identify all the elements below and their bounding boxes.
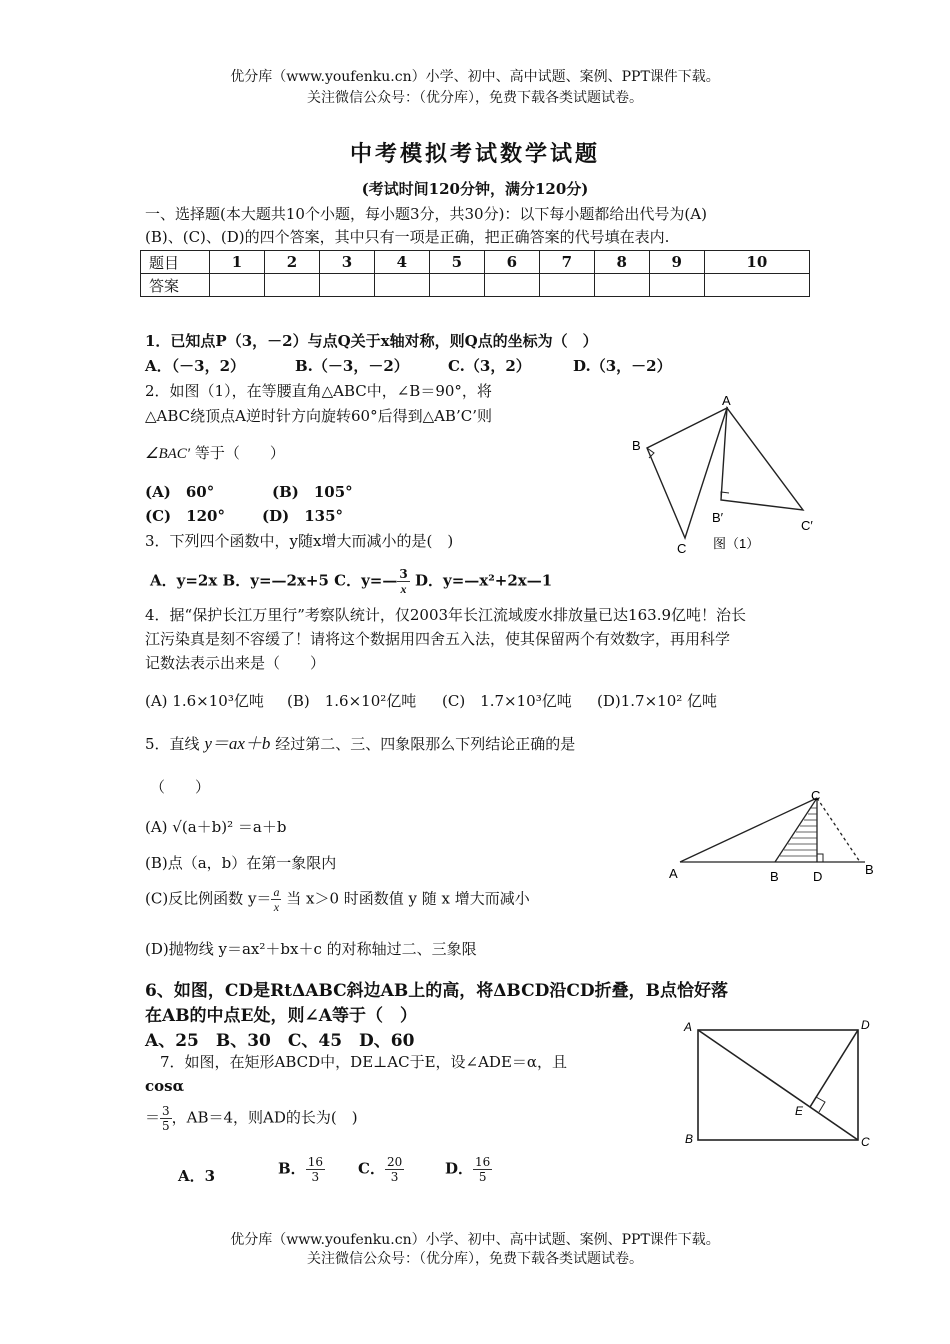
figure-2	[665, 790, 885, 890]
q5-stem-pre: 5．直线	[145, 735, 200, 753]
q7-line-1: 7．如图，在矩形ABCD中，DE⊥AC于E，设∠ADE＝α，且	[160, 1053, 568, 1071]
q5-option-c-pre: (C)反比例函数 y＝	[145, 889, 272, 908]
table-number: 2	[264, 251, 319, 274]
answer-cell[interactable]	[429, 274, 484, 297]
q7-option-d: D．	[445, 1159, 474, 1178]
q4-option-a: (A) 1.6×10³亿吨	[145, 692, 264, 710]
answer-cell[interactable]	[539, 274, 594, 297]
q5-option-c-post: 当 x＞0 时函数值 y 随 x 增大而减小	[286, 889, 530, 908]
q7-option-d-fraction: $\frac{16}{5}$	[475, 1155, 491, 1184]
q7-line-3: ，AB＝4，则AD的长为( )	[171, 1108, 358, 1127]
fig1-label-b-prime: B′	[712, 510, 724, 525]
fig3-label-d: D	[861, 1018, 870, 1032]
q1-option-b: B.（－3，－2）	[295, 357, 409, 375]
q2-option-a: (A) 60°	[145, 483, 215, 501]
q6-line-2: 在AB的中点E处，则∠A等于（ ）	[145, 1006, 417, 1026]
q4-line-3: 记数法表示出来是（ ）	[145, 654, 326, 672]
q2-option-c: (C) 120°	[145, 507, 225, 525]
answer-cell[interactable]	[704, 274, 809, 297]
fig2-hatching	[780, 808, 817, 856]
answer-cell[interactable]	[594, 274, 649, 297]
q4-option-d: (D)1.7×10² 亿吨	[597, 692, 718, 710]
table-number: 9	[649, 251, 704, 274]
header-line-1: 优分库（www.youfenku.cn）小学、初中、高中试题、案例、PPT课件下载。	[230, 69, 720, 85]
fig2-label-b: B	[865, 862, 874, 877]
page-title: 中考模拟考试数学试题	[349, 141, 600, 167]
fig1-label-a: A	[722, 393, 731, 408]
q7-option-b: B．	[278, 1159, 306, 1178]
answer-cell[interactable]	[319, 274, 374, 297]
table-number: 1	[210, 251, 265, 274]
q5-option-b: (B)点（a，b）在第一象限内	[145, 854, 337, 872]
q3-option-b: B．y=—2x+5	[222, 571, 329, 590]
q1-option-c: C.（3，2）	[448, 357, 531, 375]
figure-1	[625, 390, 825, 560]
q2-option-b: (B) 105°	[272, 483, 353, 501]
fig3-label-a: A	[684, 1020, 693, 1034]
answer-cell[interactable]	[649, 274, 704, 297]
q3-fraction: $\frac{3}{x}$	[399, 567, 408, 596]
fig2-label-b-inner: B	[770, 869, 779, 884]
q4-option-c: (C) 1.7×10³亿吨	[442, 692, 572, 710]
fig1-label-c: C	[677, 541, 687, 556]
q7-option-a: A．3	[178, 1167, 216, 1185]
answer-cell[interactable]	[264, 274, 319, 297]
footer-line-1: 优分库（www.youfenku.cn）小学、初中、高中试题、案例、PPT课件下载。	[230, 1232, 720, 1248]
q4-line-1: 4．据“保护长江万里行”考察队统计，仅2003年长江流域废水排放量已达163.9亿吨！治长	[145, 606, 746, 624]
answer-cell[interactable]	[210, 274, 265, 297]
fig2-label-c: C	[811, 790, 821, 803]
q7-option-c: C．	[358, 1159, 385, 1178]
q5-option-a: (A) √(a＋b)² ＝a＋b	[145, 818, 287, 836]
fig1-caption: 图（1）	[713, 536, 760, 551]
q2-angle: ∠BAC′	[145, 446, 191, 462]
q1-option-a: A．（－3，2）	[145, 357, 246, 375]
exam-subtitle: (考试时间120分钟，满分120分)	[361, 180, 589, 198]
q5-fraction: $\frac{a}{x}$	[273, 885, 280, 914]
fig3-label-e: E	[795, 1104, 804, 1118]
figure-3	[680, 1015, 880, 1155]
q6-line-1: 6、如图，CD是RtΔABC斜边AB上的高，将ΔBCD沿CD折叠，B点恰好落	[145, 981, 729, 1001]
fig3-label-c: C	[861, 1135, 870, 1149]
table-label-question: 题目	[141, 251, 210, 274]
q7-option-b-fraction: $\frac{16}{3}$	[307, 1155, 323, 1184]
q2-line-2: △ABC绕顶点A逆时针方向旋转60°后得到△AB’C’则	[145, 407, 492, 425]
q2-line-3: 等于（ ）	[194, 444, 285, 462]
q1-option-d: D.（3，－2）	[573, 357, 672, 375]
table-row	[141, 274, 810, 297]
fig1-label-c-prime: C′	[801, 518, 813, 533]
q7-eq-pre: ＝	[145, 1108, 161, 1127]
table-number: 7	[539, 251, 594, 274]
fig2-label-d: D	[813, 869, 823, 884]
answer-table	[140, 250, 810, 297]
table-number: 4	[374, 251, 429, 274]
q3-stem: 3．下列四个函数中，y随x增大而减小的是( )	[145, 532, 454, 550]
fig1-label-b: B	[632, 438, 641, 453]
table-number: 3	[319, 251, 374, 274]
section-instructions-1: 一、选择题(本大题共10个小题，每小题3分，共30分)：以下每小题都给出代号为(A)	[145, 205, 707, 223]
q2-option-d: (D) 135°	[262, 507, 344, 525]
q3-option-a: A．y=2x	[150, 571, 218, 590]
q7-fraction: $\frac{3}{5}$	[162, 1104, 170, 1133]
q4-line-2: 江污染真是刻不容缓了！请将这个数据用四舍五入法，使其保留两个有效数字，再用科学	[145, 630, 731, 648]
q5-stem-post: 经过第二、三、四象限那么下列结论正确的是	[275, 735, 576, 753]
q5-paren: （ ）	[150, 778, 211, 796]
q7-line-2: cosα	[145, 1077, 185, 1095]
table-label-answer: 答案	[141, 274, 210, 297]
header-line-2: 关注微信公众号：（优分库），免费下载各类试题试卷。	[307, 90, 643, 106]
footer-line-2: 关注微信公众号：（优分库），免费下载各类试题试卷。	[307, 1251, 643, 1267]
q6-options: A、25 B、30 C、45 D、60	[145, 1031, 415, 1051]
table-row	[141, 251, 810, 274]
answer-cell[interactable]	[374, 274, 429, 297]
q2-line-1: 2．如图（1），在等腰直角△ABC中，∠B＝90°，将	[145, 382, 492, 400]
answer-cell[interactable]	[484, 274, 539, 297]
section-instructions-2: (B)、(C)、(D)的四个答案，其中只有一项是正确，把正确答案的代号填在表内.	[145, 228, 670, 246]
q4-option-b: (B) 1.6×10²亿吨	[287, 692, 417, 710]
q1-stem: 1．已知点P（3，－2）与点Q关于x轴对称，则Q点的坐标为（ ）	[145, 332, 598, 350]
q5-option-d: (D)抛物线 y＝ax²＋bx＋c 的对称轴过二、三象限	[145, 940, 477, 958]
q5-equation: y＝ax＋b	[204, 734, 271, 753]
q7-option-c-fraction: $\frac{20}{3}$	[386, 1155, 403, 1184]
q3-option-c: C．y=—	[334, 571, 398, 590]
table-number: 10	[704, 251, 809, 274]
q3-option-d: D．y=—x²+2x—1	[414, 571, 553, 590]
fig3-label-b: B	[685, 1132, 694, 1146]
table-number: 6	[484, 251, 539, 274]
fig2-label-a: A	[669, 866, 678, 881]
table-number: 8	[594, 251, 649, 274]
table-number: 5	[429, 251, 484, 274]
